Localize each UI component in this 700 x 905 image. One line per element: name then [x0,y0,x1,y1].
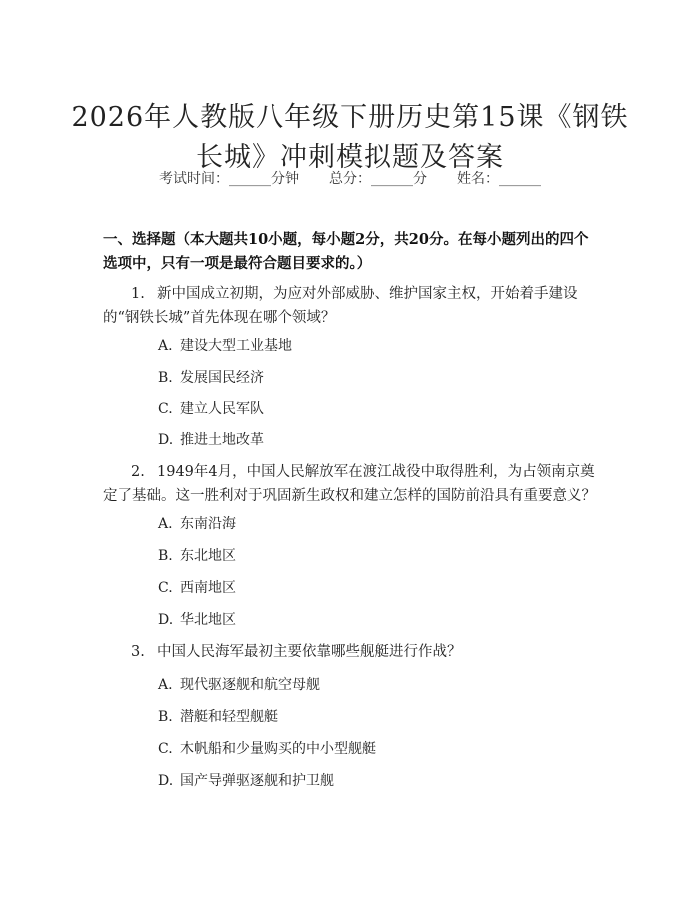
option-text: 国产导弹驱逐舰和护卫舰 [180,773,334,789]
question-number: 2. [131,464,145,480]
option-text: 东南沿海 [180,516,236,532]
section-heading: 一、选择题（本大题共10小题，每小题2分，共20分。在每小题列出的四个选项中，只有一项是最符合题目要求的。） [103,231,589,272]
option-2d [158,609,236,629]
option-text: 华北地区 [180,612,236,628]
question-1 [103,282,601,330]
option-text: 建设大型工业基地 [180,338,292,354]
exam-time: 考试时间：______分钟 [159,171,299,187]
option-text: 现代驱逐舰和航空母舰 [180,677,320,693]
option-2b [158,545,236,565]
option-text: 潜艇和轻型舰艇 [180,709,278,725]
option-letter: C. [158,741,173,757]
option-letter: D. [158,773,174,789]
student-name: 姓名：______ [457,171,541,187]
option-text: 推进土地改革 [180,432,264,448]
option-text: 建立人民军队 [180,401,264,417]
question-text: 中国人民海军最初主要依靠哪些舰艇进行作战？ [157,644,462,660]
question-text: 新中国成立初期，为应对外部威胁、维护国家主权，开始着手建设的“钢铁长城”首先体现在哪个领域？ [103,286,578,326]
option-letter: A. [158,338,173,354]
option-3a [158,674,320,694]
option-letter: C. [158,580,173,596]
option-3d [158,770,334,790]
question-2 [103,460,601,508]
exam-meta [0,168,700,188]
option-letter: B. [158,709,173,725]
option-3c [158,738,376,758]
option-1c [158,398,264,418]
option-text: 东北地区 [180,548,236,564]
option-text: 西南地区 [180,580,236,596]
document-title: 2026年人教版八年级下册历史第15课《钢铁长城》冲刺模拟题及答案 [71,102,629,174]
option-1d [158,429,264,449]
option-letter: D. [158,612,174,628]
exam-score: 总分：______分 [329,171,427,187]
option-text: 发展国民经济 [180,370,264,386]
option-letter: D. [158,432,174,448]
option-3b [158,706,278,726]
option-1a [158,335,292,355]
option-letter: A. [158,677,173,693]
option-text: 木帆船和少量购买的中小型舰艇 [180,741,376,757]
question-number: 1. [131,286,145,302]
option-2c [158,577,236,597]
option-2a [158,513,236,533]
option-letter: B. [158,370,173,386]
option-letter: C. [158,401,173,417]
option-1b [158,367,264,387]
option-letter: A. [158,516,173,532]
question-3 [103,640,601,664]
question-text: 1949年4月，中国人民解放军在渡江战役中取得胜利，为占领南京奠定了基础。这一胜利对于巩固新生政权和建立怎样的国防前沿具有重要意义？ [103,464,596,504]
option-letter: B. [158,548,173,564]
question-number: 3. [131,644,145,660]
